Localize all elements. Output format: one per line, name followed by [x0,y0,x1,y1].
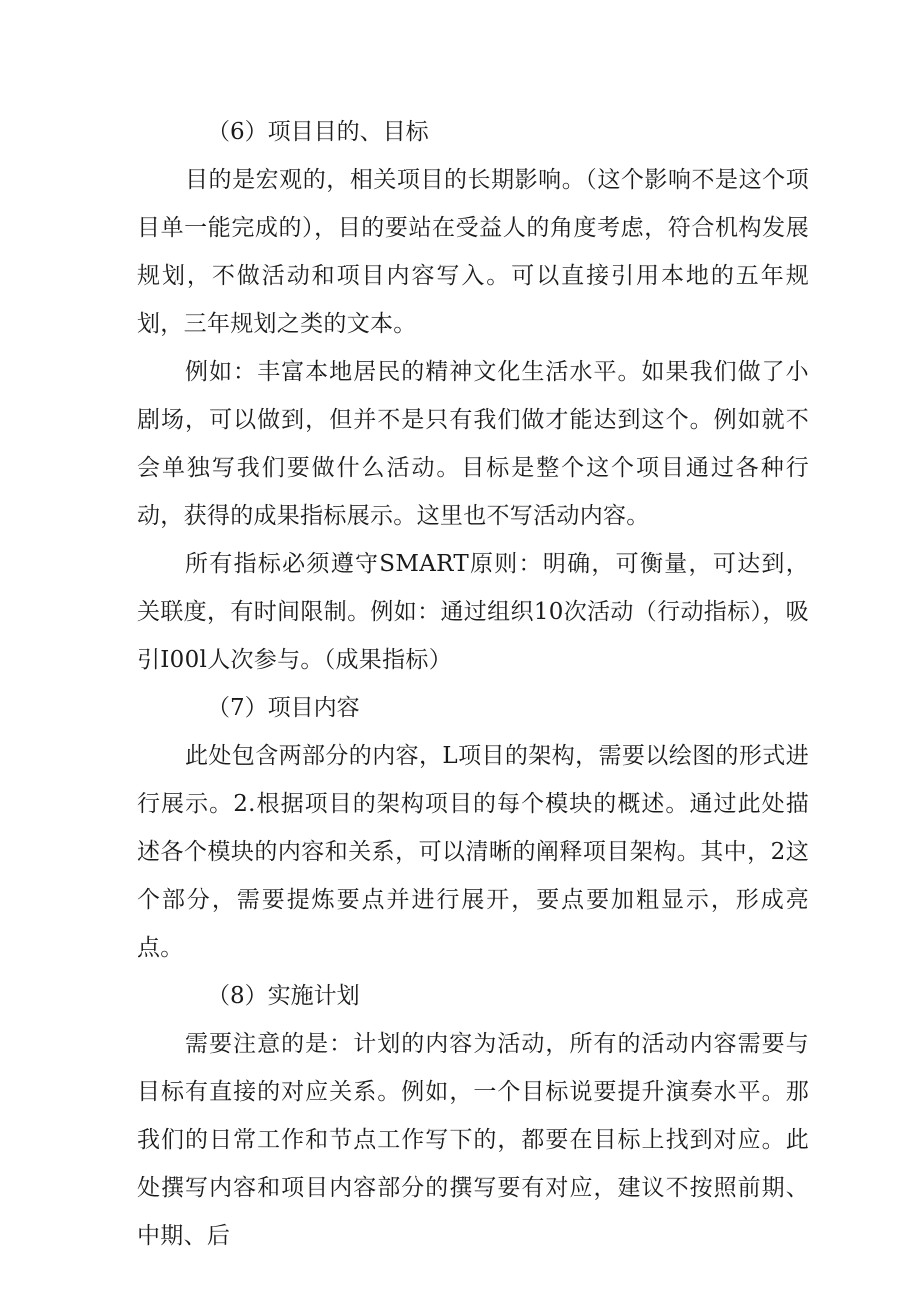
paragraph-plan: 需要注意的是：计划的内容为活动，所有的活动内容需要与目标有直接的对应关系。例如，一个目标说要提升演奏水平。那我们的日常工作和节点工作写下的，都要在目标上找到对应。此处撰写内容和项目内容部分的撰写要有对应，建议不按照前期、中期、后 [137,1031,809,1249]
section-heading-6: （6）项目目的、目标 [207,119,429,145]
section-heading-7: （7）项目内容 [207,695,360,721]
paragraph-content: 此处包含两部分的内容，L项目的架构，需要以绘图的形式进行展示。2.根据项目的架构项目的每个模块的概述。通过此处描述各个模块的内容和关系，可以清晰的阐释项目架构。其中，2这个部分，需要提炼要点并进行展开，要点要加粗显示，形成亮点。 [137,743,809,961]
paragraph-purpose: 目的是宏观的，相关项目的长期影响。（这个影响不是这个项目单一能完成的），目的要站在受益人的角度考虑，符合机构发展规划，不做活动和项目内容写入。可以直接引用本地的五年规划，三年规划之类的文本。 [137,167,809,337]
paragraph-smart: 所有指标必须遵守SMART原则：明确，可衡量，可达到，关联度，有时间限制。例如：通过组织10次活动（行动指标），吸引I00l人次参与。（成果指标） [137,551,809,673]
section-heading-8: （8）实施计划 [207,983,360,1009]
document-body [137,108,809,1260]
paragraph-example: 例如：丰富本地居民的精神文化生活水平。如果我们做了小剧场，可以做到，但并不是只有我们做才能达到这个。例如就不会单独写我们要做什么活动。目标是整个这个项目通过各种行动，获得的成果指标展示。这里也不写活动内容。 [137,359,809,529]
